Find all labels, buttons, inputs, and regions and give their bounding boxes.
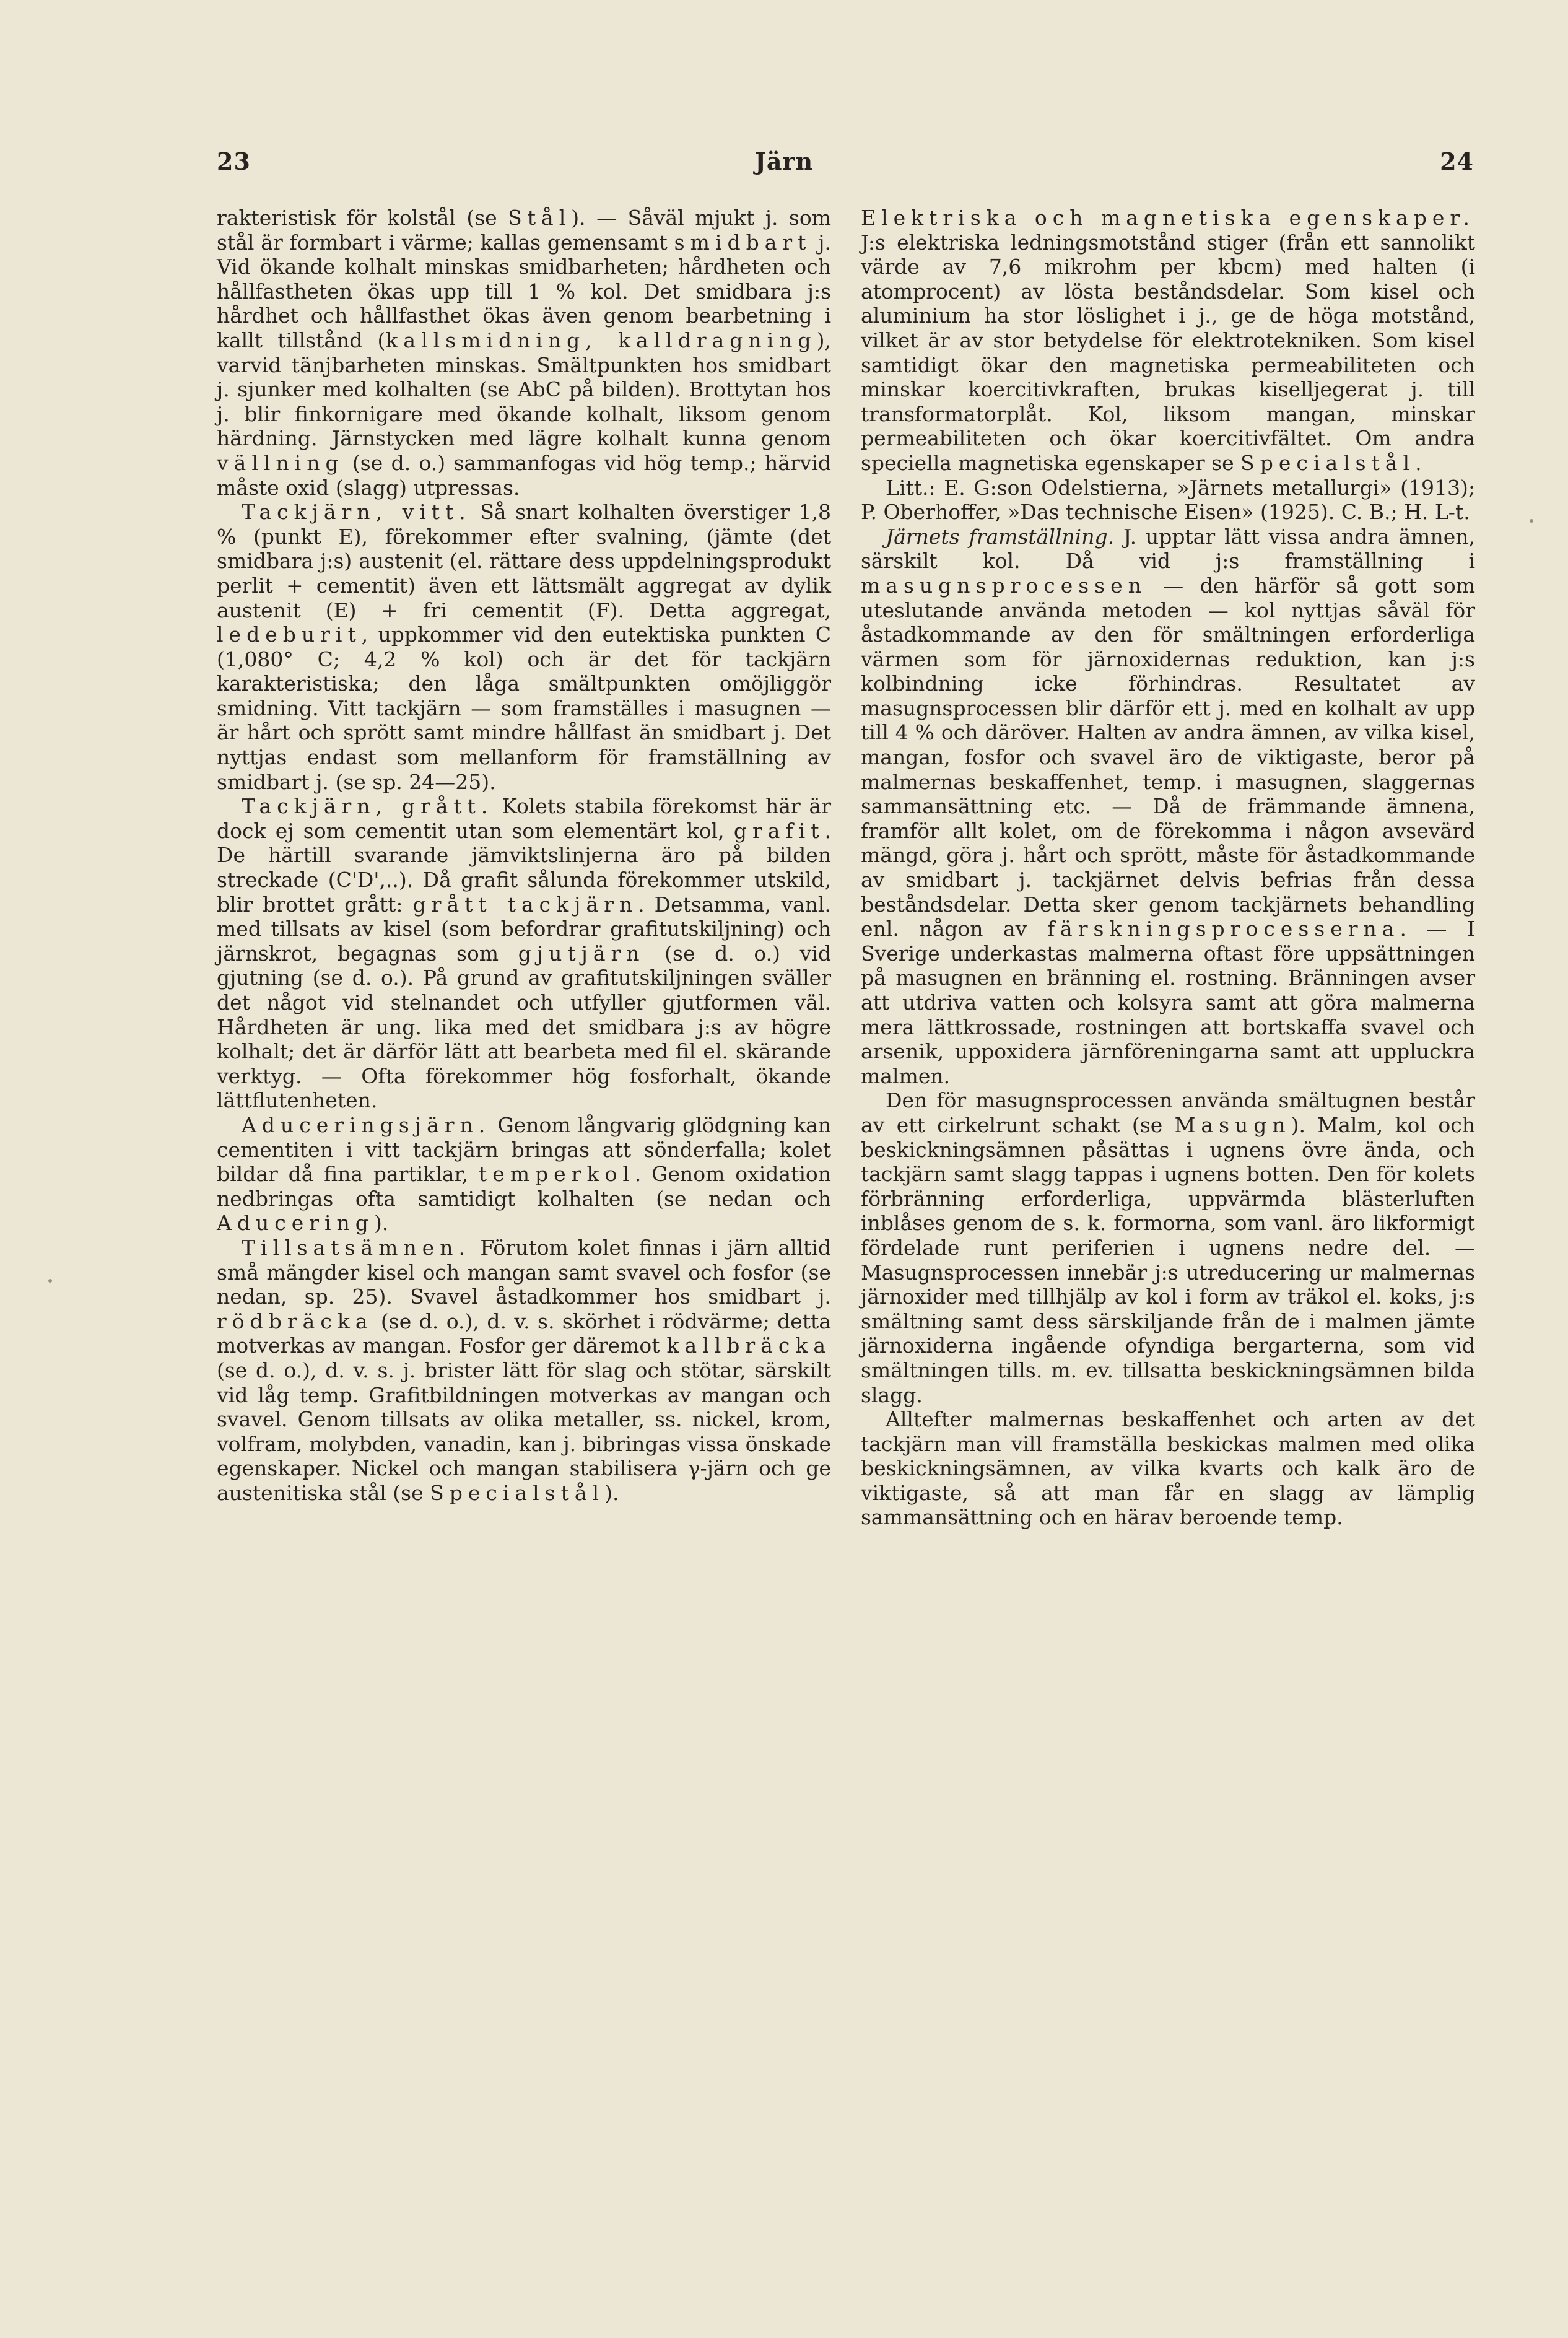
paper-speck [48,1279,52,1283]
text-run: (se d. o.), d. v. s. j. brister lätt för slag och stötar, särskilt vid låg temp. Grafitbildningen motverkas av mangan och svavel. Genom tillsats av olika metaller, ss. nickel, krom, volfram, molybden, vanadin, kan j. bibringas vissa önskade egenskaper. Nickel och mangan stabilisera γ-järn och ge austenitiska stål (se [217,1358,831,1505]
spaced-term: rödbräcka [217,1309,373,1333]
page-number-right: 24 [1440,147,1474,175]
spaced-term: gjutjärn [518,941,645,966]
text-run: . — I Sverige underkastas malmerna oftast före uppsättningen på masugnen en bränning el. rostning. Bränningen avser att utdriva vatten och kolsyra samt att göra malmerna mera lättkrossade, rostningen att bortskaffa svavel och arsenik, uppoxidera järnföreningarna samt att uppluckra malmen. [861,917,1475,1088]
spaced-term: Tackjärn, vitt. [242,500,471,525]
spaced-term: kallbräcka [666,1333,831,1358]
text-run: . Genom oxidation nedbringas ofta samtidigt kolhalten (se nedan och [217,1162,831,1211]
text-run: ). — Såväl mjukt j. som stål är formbart i värme; kallas gemensamt [217,206,831,255]
spaced-term: Tackjärn, grått. [242,794,494,819]
spaced-term: smidbart [674,230,812,255]
spaced-term: Masugn [1174,1112,1291,1137]
text-run: Alltefter malmernas beskaffenhet och arten av det tackjärn man vill framställa beskickas malmen med olika beskickningsämnen, av vilka kvarts och kalk äro de viktigaste, så att man får en slagg av lämplig sammansättning och en härav beroende temp. [861,1407,1475,1530]
spaced-term: grafit [733,818,825,843]
spaced-term: Stål [508,206,572,230]
paragraph [861,1407,1475,1530]
text-run: (se d. o.) sammanfogas vid hög temp.; härvid måste oxid (slagg) utpressas. [217,450,831,500]
text-run: — den härför så gott som uteslutande använda metoden — kol nyttjas såväl för åstadkommande av den för smältningen erforderliga värmen som för järnoxidernas reduktion, kan j:s kolbindning icke förhindras. Resultatet av masugnsprocessen blir därför ett j. med en kolhalt av upp till 4 % och däröver. Halten av andra ämnen, av vilka kisel, mangan, fosfor och svavel äro de viktigaste, beror på malmernas beskaffenhet, temp. i masugnen, slaggernas sammansättning etc. — Då de främmande ämnena, framför allt kolet, om de förekomma i någon avsevärd mängd, göra j. hårt och sprött, måste för åstadkommande av smidbart j. tackjärnet delvis befrias från dessa beståndsdelar. Detta sker genom tackjärnets behandling enl. någon av [861,573,1475,941]
spaced-term: färskningsprocesserna [1047,917,1400,941]
text-run: . De härtill svarande jämviktslinjerna äro på bilden streckade (C'D',..). Då grafit sålunda förekommer utskild, blir brottet grått: [217,818,831,917]
text-run: J. upptar lätt vissa andra ämnen, särskilt kol. Då vid j:s framställning i [861,524,1475,574]
text-run: rakteristisk för kolstål (se [217,206,508,230]
paragraph [861,1088,1475,1407]
text-run: Genom långvarig glödgning kan cementiten i vitt tackjärn bringas att sönderfalla; kolet bildar då fina partiklar, [217,1112,831,1187]
text-run: (se d. o.) vid gjutning (se d. o.). På grund av grafitutskiljningen sväller det något vid stelnandet och utfyller gjutformen väl. Hårdheten är ung. lika med det smidbara j:s av högre kolhalt; det är därför lätt att bearbeta med fil el. skärande verktyg. — Ofta förekommer hög fosforhalt, ökande lättflutenheten. [217,941,832,1113]
paragraph [861,525,1475,1089]
spaced-term: vällning [217,450,344,475]
spaced-term: kallsmidning, kalldragning [385,328,817,352]
spaced-term: Specialstål [1240,450,1416,475]
text-run: Litt.: E. G:son Odelstierna, »Järnets metallurgi» (1913); P. Oberhoffer, »Das technische Eisen» (1925). C. B.; H. L-t. [861,475,1475,525]
text-run: . [1415,450,1422,475]
paragraph [861,206,1475,476]
text-run: , uppkommer vid den eutektiska punkten C (1,080° C; 4,2 % kol) och är det för tackjärn karakteristiska; den låga smältpunkten omöjliggör smidning. Vitt tackjärn — som framställes i masugnen — är hårt och sprött samt mindre hållfast än smidbart j. Det nyttjas endast som mellanform för framställning av smidbart j. (se sp. 24—25). [217,622,831,794]
spaced-term: Aduceringsjärn. [242,1112,491,1137]
text-run: Förutom kolet finnas i järn alltid små mängder kisel och mangan samt svavel och fosfor (se nedan, sp. 25). Svavel åstadkommer hos smidbart j. [217,1235,831,1309]
spaced-term: ledeburit [217,622,362,647]
paragraph [217,1113,831,1236]
text-run: Den för masugnsprocessen använda smältugnen består av ett cirkelrunt schakt (se [861,1088,1475,1137]
page-number-left: 23 [217,147,251,175]
spaced-term: Aducering [217,1211,374,1236]
text-run: ). Malm, kol och beskickningsämnen påsättas i ugnens övre ända, och tackjärn samt slagg tappas i ugnens botten. Den för kolets förbränning erforderliga, uppvärmda blästerluften inblåses genom de s. k. formorna, som vanl. äro likformigt fördelade runt periferien i ugnens nedre del. — Masugnsprocessen innebär j:s utreducering ur malmernas järnoxider med tillhjälp av kol i form av träkol el. koks, j:s smältning samt dess särskiljande från de i malmen jämte järnoxiderna ingående ofyndiga bergarterna, som vid smältningen tills. m. ev. tillsatta beskickningsämnen bilda slagg. [861,1112,1475,1407]
spaced-term: Specialstål [430,1480,605,1505]
left-text-column [217,206,831,1505]
running-title: Järn [754,147,814,175]
right-text-column [861,206,1475,1530]
text-run: ), varvid tänjbarheten minskas. Smältpunkten hos smidbart j. sjunker med kolhalten (se AbC på bilden). Brottytan hos j. blir finkornigare med ökande kolhalt, liksom genom härdning. Järnstycken med lägre kolhalt kunna genom [217,328,831,451]
paragraph [217,1236,831,1506]
spaced-term: Elektriska och magnetiska egenskaper. [861,206,1475,230]
spaced-term: temperkol [478,1162,635,1187]
text-run: J:s elektriska ledningsmotstånd stiger (från ett sannolikt värde av 7,6 mikrohm per kbcm) med halten (i atomprocent) av lösta beståndsdelar. Som kisel och aluminium ha stor löslighet i j., ge de höga motstånd, vilket är av stor betydelse för elektrotekniken. Som kisel samtidigt ökar den magnetiska permeabiliteten och minskar koercitivkraften, brukas kiselljegerat j. till transformatorplåt. Kol, liksom mangan, minskar permeabiliteten och ökar koercitivfältet. Om andra speciella magnetiska egenskaper se [861,230,1475,475]
paper-speck [1530,519,1533,523]
spaced-term: grått tackjärn [412,892,638,917]
spaced-term: masugnsprocessen [861,573,1147,598]
italic-heading: Järnets framställning. [886,524,1115,549]
text-run: ). [373,1211,389,1236]
paragraph [217,794,831,1113]
text-run: Kolets stabila förekomst här är dock ej som cementit utan som elementärt kol, [217,794,832,843]
text-run: (se d. o.), d. v. s. skörhet i rödvärme; detta motverkas av mangan. Fosfor ger däremot [217,1309,831,1358]
paragraph [217,206,831,500]
text-run: . Detsamma, vanl. med tillsats av kisel (som befordrar grafitutskiljning) och järnskrot, begagnas som [217,892,831,966]
paragraph [861,476,1475,525]
text-run: ). [604,1480,619,1505]
spaced-term: Tillsatsämnen. [242,1235,471,1260]
text-run: Så snart kolhalten överstiger 1,8 % (punkt E), förekommer efter svalning, (jämte (det smidbara j:s) austenit (el. rättare dess uppdelningsprodukt perlit + cementit) även ett lättsmält aggregat av dylik austenit (E) + fri cementit (F). Detta aggregat, [217,500,831,622]
text-run: j. Vid ökande kolhalt minskas smidbarheten; hårdheten och hållfastheten ökas upp till 1 % kol. Det smidbara j:s hårdhet och hållfasthet ökas även genom bearbetning i kallt tillstånd ( [217,230,831,352]
paragraph [217,500,831,794]
